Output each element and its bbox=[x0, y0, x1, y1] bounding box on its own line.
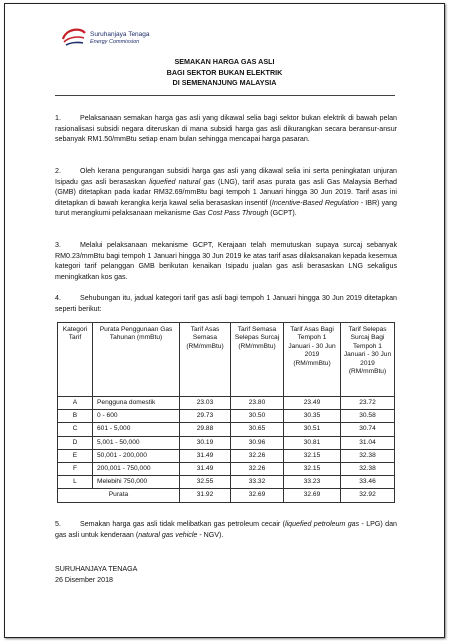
table-cell: 30.81 bbox=[284, 436, 341, 449]
table-cell: 33.32 bbox=[231, 476, 284, 489]
paragraph-text: Pelaksanaan semakan harga gas asli yang dikawal selia bagi sektor bukan elektrik di bawah pelan rasionalisasi subsidi negara diteruskan di mana subsidi harga gas asli dikurangkan secara beransur-ansur sebanyak RM1.50/mmBtu setiap enam bulan sehingga mencapai harga pasaran. bbox=[55, 114, 397, 144]
table-row bbox=[58, 423, 395, 436]
table-cell: 30.58 bbox=[341, 410, 395, 423]
paragraph-4 bbox=[55, 293, 397, 314]
table-row bbox=[58, 476, 395, 489]
footer-cell: 31.92 bbox=[180, 489, 231, 502]
table-cell: 32.15 bbox=[284, 462, 341, 475]
table-cell: 31.49 bbox=[180, 449, 231, 462]
table-row bbox=[58, 449, 395, 462]
table-cell: 30.19 bbox=[180, 436, 231, 449]
table-cell: L bbox=[58, 476, 93, 489]
paragraph-number: 2. bbox=[55, 167, 61, 175]
suruhanjaya-tenaga-logo bbox=[60, 23, 170, 53]
table-row bbox=[58, 436, 395, 449]
table-cell: 30.51 bbox=[284, 423, 341, 436]
document-page bbox=[4, 3, 445, 638]
table-cell: 601 - 5,000 bbox=[93, 423, 180, 436]
signature-date: 26 Disember 2018 bbox=[55, 576, 113, 584]
table-header-row bbox=[58, 323, 395, 397]
table-cell: 32.38 bbox=[341, 462, 395, 475]
footer-cell: 32.69 bbox=[231, 489, 284, 502]
paragraph-text: - NGV). bbox=[197, 530, 224, 539]
paragraph-italic: liquefied petroleum gas bbox=[285, 520, 360, 528]
paragraph-text: - LPG) dan gas asli untuk kenderaan ( bbox=[55, 520, 397, 539]
paragraph-number: 1. bbox=[55, 114, 61, 122]
tariff-table bbox=[57, 322, 395, 503]
table-cell: 30.74 bbox=[341, 423, 395, 436]
table-cell: C bbox=[58, 423, 93, 436]
footer-label: Purata bbox=[58, 489, 180, 502]
table-cell: Pengguna domestik bbox=[93, 397, 180, 410]
title-line-3: DI SEMENANJUNG MALAYSIA bbox=[172, 78, 277, 87]
table-footer-row bbox=[58, 489, 395, 502]
footer-cell: 32.92 bbox=[341, 489, 395, 502]
header-tarif-asas-semasa: Tarif Asas Semasa (RM/mmBtu) bbox=[180, 323, 231, 397]
table-cell: 200,001 - 750,000 bbox=[93, 462, 180, 475]
table-cell: 23.49 bbox=[284, 397, 341, 410]
signature-org: SURUHANJAYA TENAGA bbox=[55, 565, 138, 573]
table-cell: 23.72 bbox=[341, 397, 395, 410]
table-cell: 33.23 bbox=[284, 476, 341, 489]
table-cell: 30.96 bbox=[231, 436, 284, 449]
paragraph-italic: Gas Cost Pass Through bbox=[192, 209, 269, 218]
table-cell: 23.03 bbox=[180, 397, 231, 410]
paragraph-1 bbox=[55, 113, 397, 145]
table-row bbox=[58, 410, 395, 423]
paragraph-text: Sehubungan itu, jadual kategori tarif gas asli bagi tempoh 1 Januari hingga 30 Jun 2019 ditetapkan seperti berikut: bbox=[55, 294, 397, 313]
table-cell: 5,001 - 50,000 bbox=[93, 436, 180, 449]
table-cell: 30.50 bbox=[231, 410, 284, 423]
paragraph-text: - IBR) yang turut merangkumi pelaksanaan mekanisme bbox=[55, 198, 397, 218]
table-row bbox=[58, 462, 395, 475]
table-cell: 31.04 bbox=[341, 436, 395, 449]
table-cell: E bbox=[58, 449, 93, 462]
footer-cell: 32.69 bbox=[284, 489, 341, 502]
logo-subtitle: Energy Commission bbox=[90, 39, 140, 45]
paragraph-number: 5. bbox=[55, 520, 61, 528]
paragraph-number: 4. bbox=[55, 294, 61, 302]
table-cell: 32.26 bbox=[231, 449, 284, 462]
paragraph-number: 3. bbox=[55, 241, 61, 249]
paragraph-text: Semakan harga gas asli tidak melibatkan gas petroleum cecair ( bbox=[80, 520, 286, 528]
title-divider bbox=[55, 95, 395, 96]
table-cell: 30.35 bbox=[284, 410, 341, 423]
table-cell: A bbox=[58, 397, 93, 410]
header-purata-penggunaan: Purata Penggunaan Gas Tahunan (mmBtu) bbox=[93, 323, 180, 397]
table-cell: 32.38 bbox=[341, 449, 395, 462]
document-title bbox=[0, 57, 449, 89]
table-cell: 23.80 bbox=[231, 397, 284, 410]
paragraph-2 bbox=[55, 166, 397, 219]
paragraph-italic: liquefied natural gas bbox=[149, 177, 215, 186]
table-cell: 32.15 bbox=[284, 449, 341, 462]
table-cell: 0 - 600 bbox=[93, 410, 180, 423]
paragraph-text: Oleh kerana pengurangan subsidi harga gas asli yang dikawal selia ini serta peningkatan unjuran Isipadu gas asli berasaskan bbox=[55, 167, 397, 186]
table-row bbox=[58, 397, 395, 410]
logo-name: Suruhanjaya Tenaga bbox=[90, 31, 150, 38]
table-cell: D bbox=[58, 436, 93, 449]
table-cell: 29.88 bbox=[180, 423, 231, 436]
title-line-1: SEMAKAN HARGA GAS ASLI bbox=[174, 57, 275, 66]
paragraph-text: (LNG), tarif asas purata gas asli Gas Malaysia Berhad (GMB) ditetapkan pada kadar RM32.69/mmBtu bagi tempoh 1 Januari hingga 30 Jun 2019. Tarif asas ini ditetapkan di bawah kerangka kerja kawal selia berasaskan insentif ( bbox=[55, 177, 398, 207]
header-tarif-surcaj-baru: Tarif Selepas Surcaj Bagi Tempoh 1 Januari - 30 Jun 2019 (RM/mmBtu) bbox=[341, 323, 395, 397]
paragraph-italic: natural gas vehicle bbox=[138, 530, 198, 539]
paragraph-5 bbox=[55, 519, 397, 540]
table-cell: B bbox=[58, 410, 93, 423]
table-cell: 29.73 bbox=[180, 410, 231, 423]
table-cell: 32.55 bbox=[180, 476, 231, 489]
paragraph-text: Melalui pelaksanaan mekanisme GCPT, Kerajaan telah memutuskan supaya surcaj sebanyak RM0.23/mmBtu bagi tempoh 1 Januari hingga 30 Jun 2019 ke atas tarif asas dilaksanakan kepada kesemua kategori tarif pelanggan GMB berikutan kenaikan Isipadu jualan gas asli berasaskan LNG sekaligus meningkatkan kos gas. bbox=[55, 241, 397, 281]
table-cell: 31.49 bbox=[180, 462, 231, 475]
table-cell: Melebihi 750,000 bbox=[93, 476, 180, 489]
header-kategori: Kategori Tarif bbox=[58, 323, 93, 397]
title-line-2: BAGI SEKTOR BUKAN ELEKTRIK bbox=[166, 67, 283, 77]
paragraph-italic: Incentive-Based Regulation bbox=[271, 198, 359, 207]
table-cell: 30.65 bbox=[231, 423, 284, 436]
paragraph-3 bbox=[55, 240, 397, 282]
header-tarif-selepas-surcaj: Tarif Semasa Selepas Surcaj (RM/mmBtu) bbox=[231, 323, 284, 397]
table-cell: 50,001 - 200,000 bbox=[93, 449, 180, 462]
table-cell: 32.26 bbox=[231, 462, 284, 475]
table-cell: F bbox=[58, 462, 93, 475]
header-tarif-asas-baru: Tarif Asas Bagi Tempoh 1 Januari - 30 Jun 2019 (RM/mmBtu) bbox=[284, 323, 341, 397]
table-cell: 33.46 bbox=[341, 476, 395, 489]
paragraph-text: (GCPT). bbox=[268, 209, 297, 218]
